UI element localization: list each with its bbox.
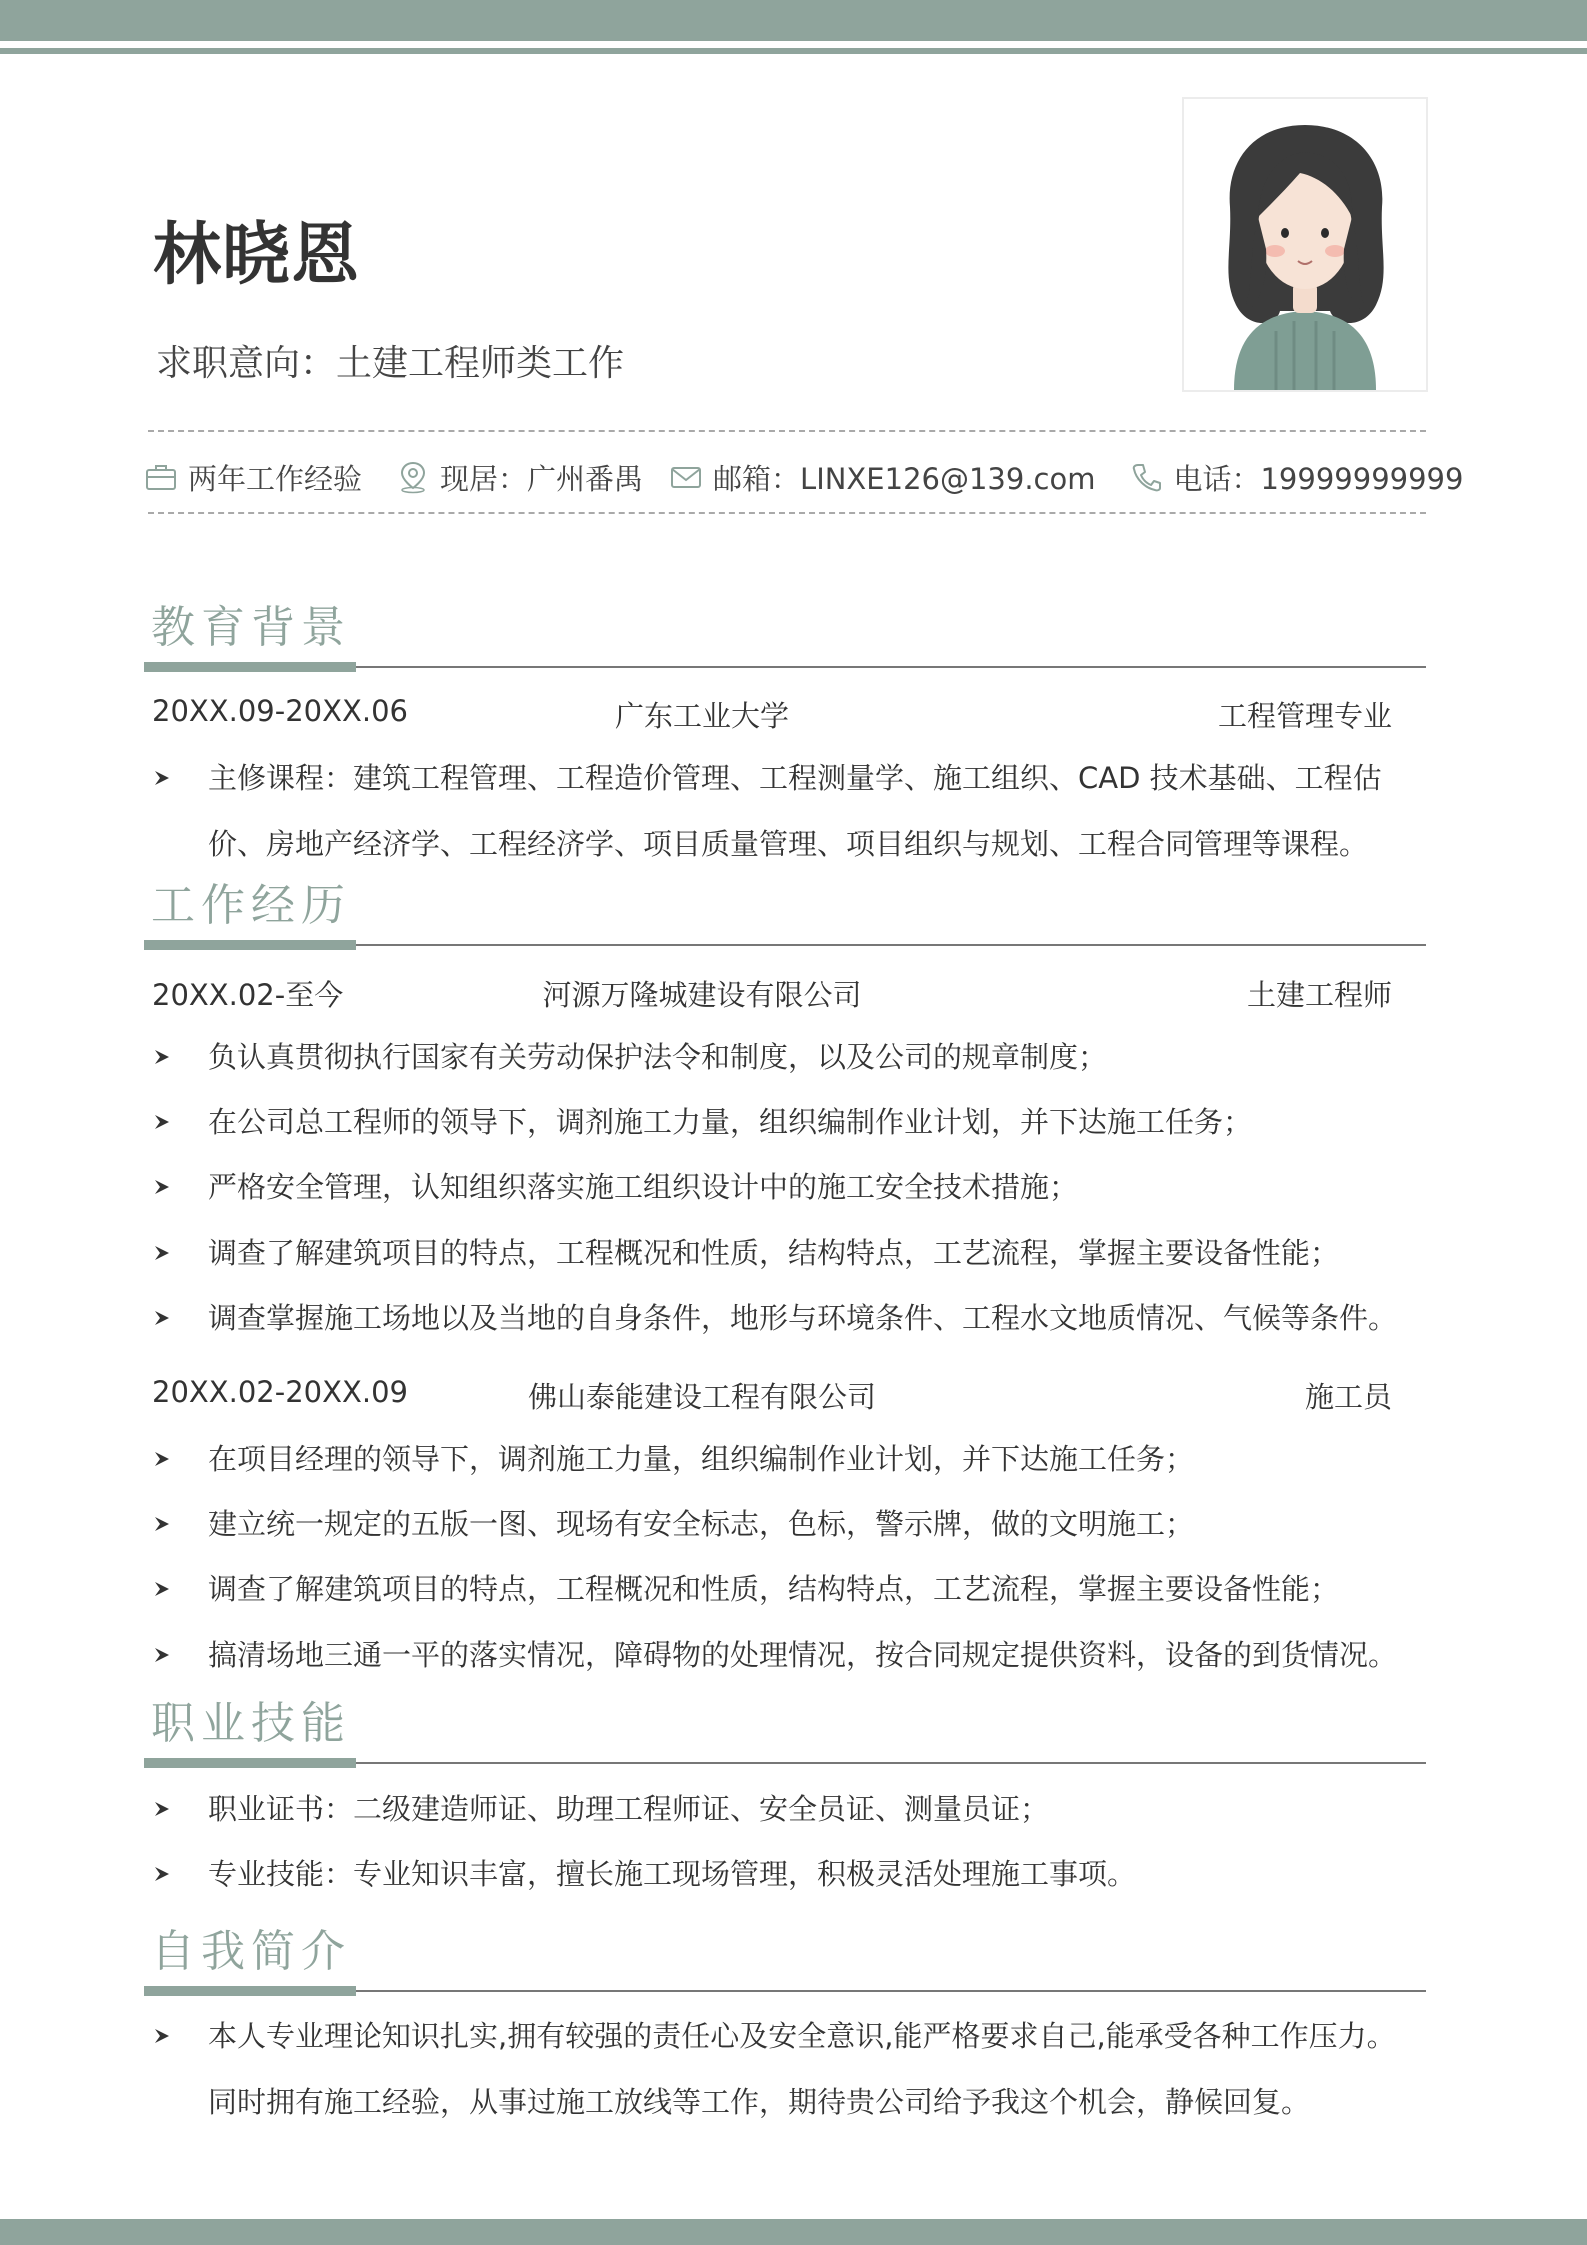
job-period: 20XX.02-20XX.09 — [152, 1375, 408, 1409]
arrow-bullet-icon — [152, 2026, 172, 2046]
education-major: 工程管理专业 — [1217, 699, 1392, 733]
location-text: 现居：广州番禺 — [440, 461, 644, 496]
arrow-bullet-icon — [152, 1047, 172, 1067]
section-bar-education — [144, 662, 356, 672]
arrow-bullet-icon — [152, 1645, 172, 1665]
phone-info — [1129, 457, 1463, 498]
job-duty: 严格安全管理，认知组织落实施工组织设计中的施工安全技术措施； — [208, 1170, 1079, 1204]
section-title-skills: 职业技能 — [151, 1698, 351, 1749]
education-courses: 主修课程：建筑工程管理、工程造价管理、工程测量学、施工组织、CAD 技术基础、工程估价、房地产经济学、工程经济学、项目质量管理、项目组织与规划、工程合同管理等课程。 — [208, 761, 1382, 861]
list-item — [152, 1556, 1422, 1622]
section-line-skills — [356, 1762, 1426, 1764]
section-line-education — [356, 666, 1426, 668]
location-info — [396, 457, 643, 498]
info-divider-top — [148, 430, 1426, 432]
mail-icon — [669, 460, 703, 494]
list-item — [152, 1285, 1422, 1351]
arrow-bullet-icon — [152, 1864, 172, 1884]
list-item — [152, 745, 1422, 877]
job-position: 施工员 — [1304, 1380, 1392, 1414]
info-divider-bottom — [148, 512, 1426, 514]
education-header-row — [152, 694, 1392, 734]
bottom-color-band — [0, 2219, 1587, 2245]
job-intent: 求职意向：土建工程师类工作 — [156, 343, 625, 384]
job-duty: 调查掌握施工场地以及当地的自身条件，地形与环境条件、工程水文地质情况、气候等条件。 — [208, 1301, 1398, 1335]
job-duty: 负认真贯彻执行国家有关劳动保护法令和制度，以及公司的规章制度； — [208, 1040, 1108, 1074]
list-item — [152, 1089, 1422, 1155]
section-bar-profile — [144, 1986, 356, 1996]
arrow-bullet-icon — [152, 1308, 172, 1328]
email-text: 邮箱：LINXE126@139.com — [713, 461, 1096, 496]
phone-icon — [1129, 460, 1163, 494]
section-title-education: 教育背景 — [151, 602, 351, 653]
arrow-bullet-icon — [152, 1177, 172, 1197]
list-item — [152, 1491, 1422, 1557]
candidate-name: 林晓恩 — [153, 216, 361, 295]
list-item — [152, 1220, 1422, 1286]
section-bar-work — [144, 940, 356, 950]
experience-info — [144, 457, 362, 498]
list-item — [152, 1426, 1422, 1492]
job-company: 佛山泰能建设工程有限公司 — [527, 1380, 877, 1414]
experience-text: 两年工作经验 — [188, 461, 363, 496]
job-duty: 调查了解建筑项目的特点，工程概况和性质，结构特点，工艺流程，掌握主要设备性能； — [208, 1236, 1340, 1270]
profile-photo — [1182, 97, 1428, 392]
arrow-bullet-icon — [152, 1243, 172, 1263]
list-item — [152, 1154, 1422, 1220]
job-header-row — [152, 1375, 1392, 1415]
job-duty: 建立统一规定的五版一图、现场有安全标志，色标，警示牌，做的文明施工； — [208, 1507, 1195, 1541]
job-header-row — [152, 973, 1392, 1013]
job-period: 20XX.02-至今 — [152, 978, 344, 1012]
section-line-work — [356, 944, 1426, 946]
list-item — [152, 1024, 1422, 1090]
list-item — [152, 1841, 1422, 1907]
arrow-bullet-icon — [152, 768, 172, 788]
job-position: 土建工程师 — [1246, 978, 1392, 1012]
list-item — [152, 2003, 1422, 2135]
skill-item: 职业证书：二级建造师证、助理工程师证、安全员证、测量员证； — [208, 1792, 1050, 1826]
top-accent-line — [0, 48, 1587, 54]
arrow-bullet-icon — [152, 1514, 172, 1534]
section-line-profile — [356, 1990, 1426, 1992]
job-duty: 在项目经理的领导下，调剂施工力量，组织编制作业计划，并下达施工任务； — [208, 1442, 1195, 1476]
arrow-bullet-icon — [152, 1799, 172, 1819]
skill-item: 专业技能：专业知识丰富，擅长施工现场管理，积极灵活处理施工事项。 — [208, 1857, 1137, 1891]
top-color-band — [0, 0, 1587, 41]
list-item — [152, 1776, 1422, 1842]
job-duty: 搞清场地三通一平的落实情况，障碍物的处理情况，按合同规定提供资料，设备的到货情况。 — [208, 1638, 1398, 1672]
arrow-bullet-icon — [152, 1112, 172, 1132]
briefcase-icon — [144, 460, 178, 494]
job-duty: 调查了解建筑项目的特点，工程概况和性质，结构特点，工艺流程，掌握主要设备性能； — [208, 1572, 1340, 1606]
contact-info-row — [144, 455, 1463, 499]
arrow-bullet-icon — [152, 1449, 172, 1469]
profile-text: 本人专业理论知识扎实,拥有较强的责任心及安全意识,能严格要求自己,能承受各种工作压力。同时拥有施工经验，从事过施工放线等工作，期待贵公司给予我这个机会，静候回复。 — [208, 2019, 1396, 2119]
section-bar-skills — [144, 1758, 356, 1768]
location-pin-icon — [396, 460, 430, 494]
section-title-profile: 自我简介 — [151, 1926, 351, 1977]
job-company: 河源万隆城建设有限公司 — [542, 978, 862, 1012]
list-item — [152, 1622, 1422, 1688]
email-info — [669, 457, 1095, 498]
phone-text: 电话：19999999999 — [1173, 461, 1464, 496]
job-duty: 在公司总工程师的领导下，调剂施工力量，组织编制作业计划，并下达施工任务； — [208, 1105, 1253, 1139]
arrow-bullet-icon — [152, 1579, 172, 1599]
education-school: 广东工业大学 — [614, 699, 790, 733]
education-period: 20XX.09-20XX.06 — [152, 694, 408, 728]
avatar-illustration — [1184, 99, 1426, 390]
section-title-work: 工作经历 — [151, 880, 351, 931]
